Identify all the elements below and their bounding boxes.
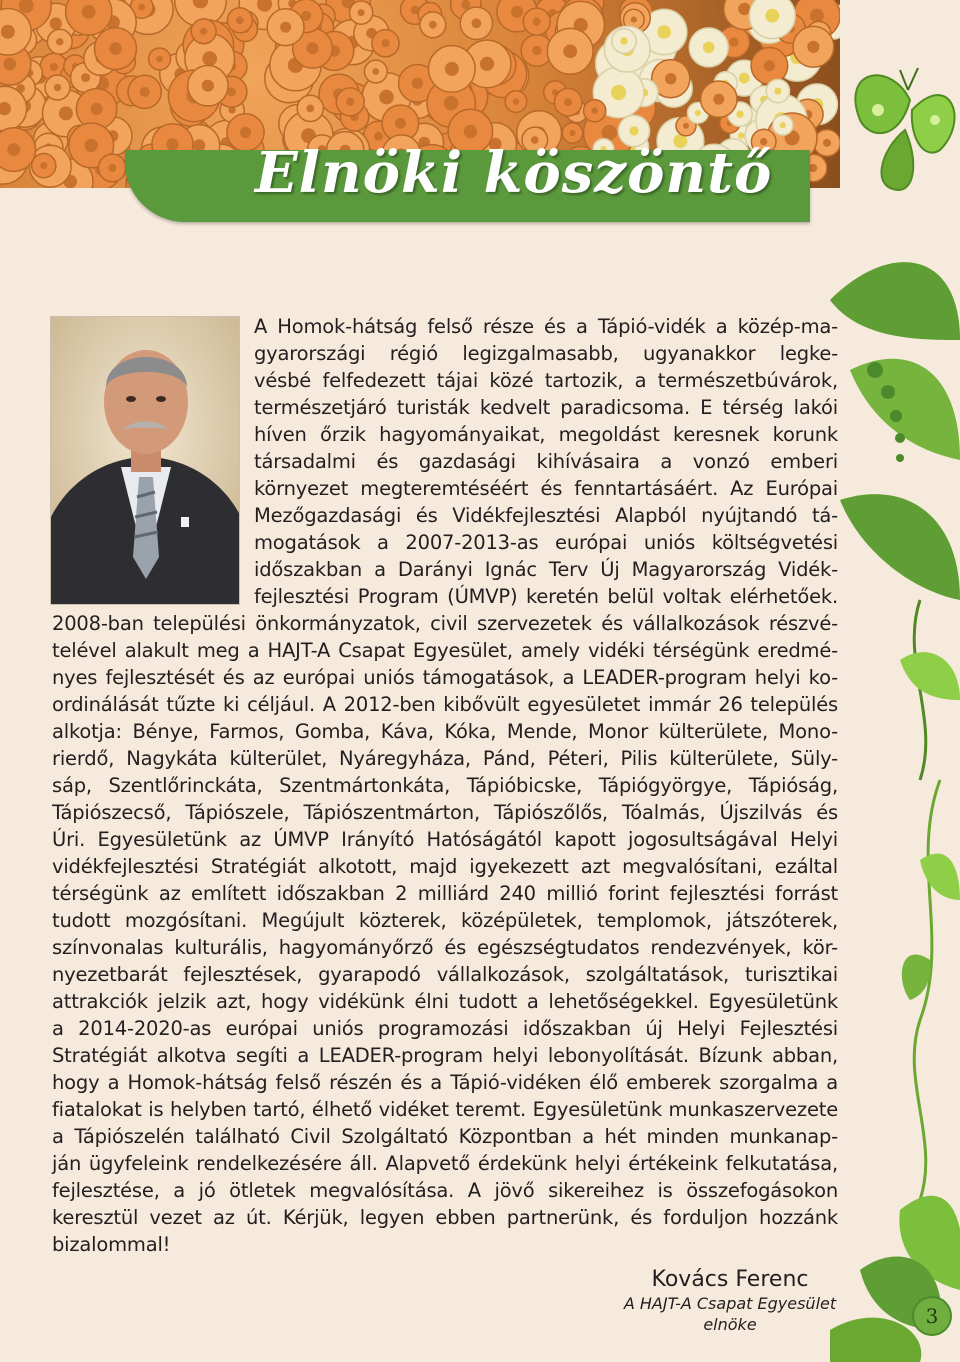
text-line: társadalmi és gazdasági kihívásaira a vonzó emberi [254, 450, 838, 473]
text-line: keresztül vezet az út. Kérjük, legyen ebben partnerünk, és forduljon hozzánk [52, 1206, 838, 1229]
text-line: nyes fejlesztését és az európai uniós támogatások, a LEADER-program helyi ko- [52, 666, 838, 689]
text-line: sáp, Szentlőrinckáta, Szentmártonkáta, Tápióbicske, Tápiógyörgye, Tápióság, [52, 774, 838, 797]
text-line: attrakciók jelzik azt, hogy vidékünk élni tudott a lehetőségekkel. Egyesületünk [52, 990, 838, 1013]
text-line: a 2014-2020-as európai uniós programozási időszakban új Helyi Fejlesztési [52, 1017, 838, 1040]
text-line: hogy a Homok-hátság felső részén és a Tápió-vidéken élő emberek szorgalma a [52, 1071, 838, 1094]
signature-organization: A HAJT-A Csapat Egyesület [623, 1294, 837, 1313]
signature-role: elnöke [703, 1315, 757, 1334]
page-number: 3 [925, 1304, 939, 1328]
text-line: Úri. Egyesületünk az ÚMVP Irányító Hatóságától kapott jogosultságával Helyi [52, 828, 838, 851]
text-line: természetjáró turisták kedvelt paradicsoma. E térség lakói [254, 396, 838, 419]
text-line: Mezőgazdasági és Vidékfejlesztési Alapból nyújtandó tá- [254, 504, 838, 527]
text-line: nyezetbarát fejlesztések, gyarapodó vállalkozások, szolgáltatások, turisztikai [52, 963, 838, 986]
signature-name: Kovács Ferenc [651, 1267, 809, 1292]
text-line: alkotja: Bénye, Farmos, Gomba, Káva, Kóka, Mende, Monor külterülete, Mono- [52, 720, 838, 743]
text-line: Tápiószecső, Tápiószele, Tápiószentmárton, Tápiószőlős, Tóalmás, Újszilvás és [52, 801, 838, 824]
text-line: időszakban a Darányi Ignác Terv Új Magyarország Vidék- [254, 558, 838, 581]
text-line: vésbé felfedezett tájai közé tartozik, a természetbúvárok, [254, 369, 838, 392]
text-line: a Tápiószelén található Civil Szolgáltató Központban a hét minden munkanap- [52, 1125, 838, 1148]
text-line: fejlesztési Program (ÚMVP) keretén belül voltak elérhetőek. [254, 585, 838, 608]
text-line: Stratégiát alkotva segíti a LEADER-program helyi lebonyolítását. Bízunk abban, [52, 1044, 838, 1067]
text-line: gyarországi régió legizgalmasabb, ugyanakkor legke- [254, 342, 838, 365]
text-line: fejlesztése, a jó ötletek megvalósítása. A jövő sikereihez is összefogásokon [52, 1179, 838, 1202]
text-line: ordinálását tűzte ki céljául. A 2012-ben kibővült egyesületet immár 26 település [52, 693, 838, 716]
text-line: híven őrzik hagyományaikat, megoldást keresnek korunk [254, 423, 838, 446]
text-line: fiatalokat is helyben tartó, élhető vidéket teremt. Egyesületünk munkaszervezete [52, 1098, 838, 1121]
text-line: mogatások a 2007-2013-as európai uniós költségvetési [254, 531, 838, 554]
text-line: környezet megteremtéséért és fenntartásáért. Az Európai [254, 477, 838, 500]
text-line-last: bizalommal! [52, 1233, 171, 1256]
text-line: színvonalas kulturális, hagyományőrző és egészségtudatos rendezvények, kör- [52, 936, 838, 959]
text-line: tudott mozgósítani. Megújult közterek, középületek, templomok, játszóterek, [52, 909, 838, 932]
text-line: A Homok-hátság felső része és a Tápió-vidék a közép-ma- [254, 315, 838, 338]
page-title: Elnöki köszöntő [255, 140, 773, 206]
text-line: rierdő, Nagykáta külterület, Nyáregyháza, Pánd, Péteri, Pilis külterülete, Süly- [52, 747, 838, 770]
text-line: vidékfejlesztési Stratégiát alkotott, majd igyekezett azt megvalósítani, ezáltal [52, 855, 838, 878]
text-line: telével alakult meg a HAJT-A Csapat Egyesület, amely vidéki térségünk eredmé- [52, 639, 838, 662]
text-line: 2008-ban települési önkormányzatok, civil szervezetek és vállalkozások részvé- [52, 612, 838, 635]
text-line: térségünk az említett időszakban 2 milliárd 240 millió forint fejlesztési forrást [52, 882, 838, 905]
text-line: ján ügyfeleink rendelkezésére áll. Alapvető érdekünk helyi értékeink felkutatása, [52, 1152, 838, 1175]
